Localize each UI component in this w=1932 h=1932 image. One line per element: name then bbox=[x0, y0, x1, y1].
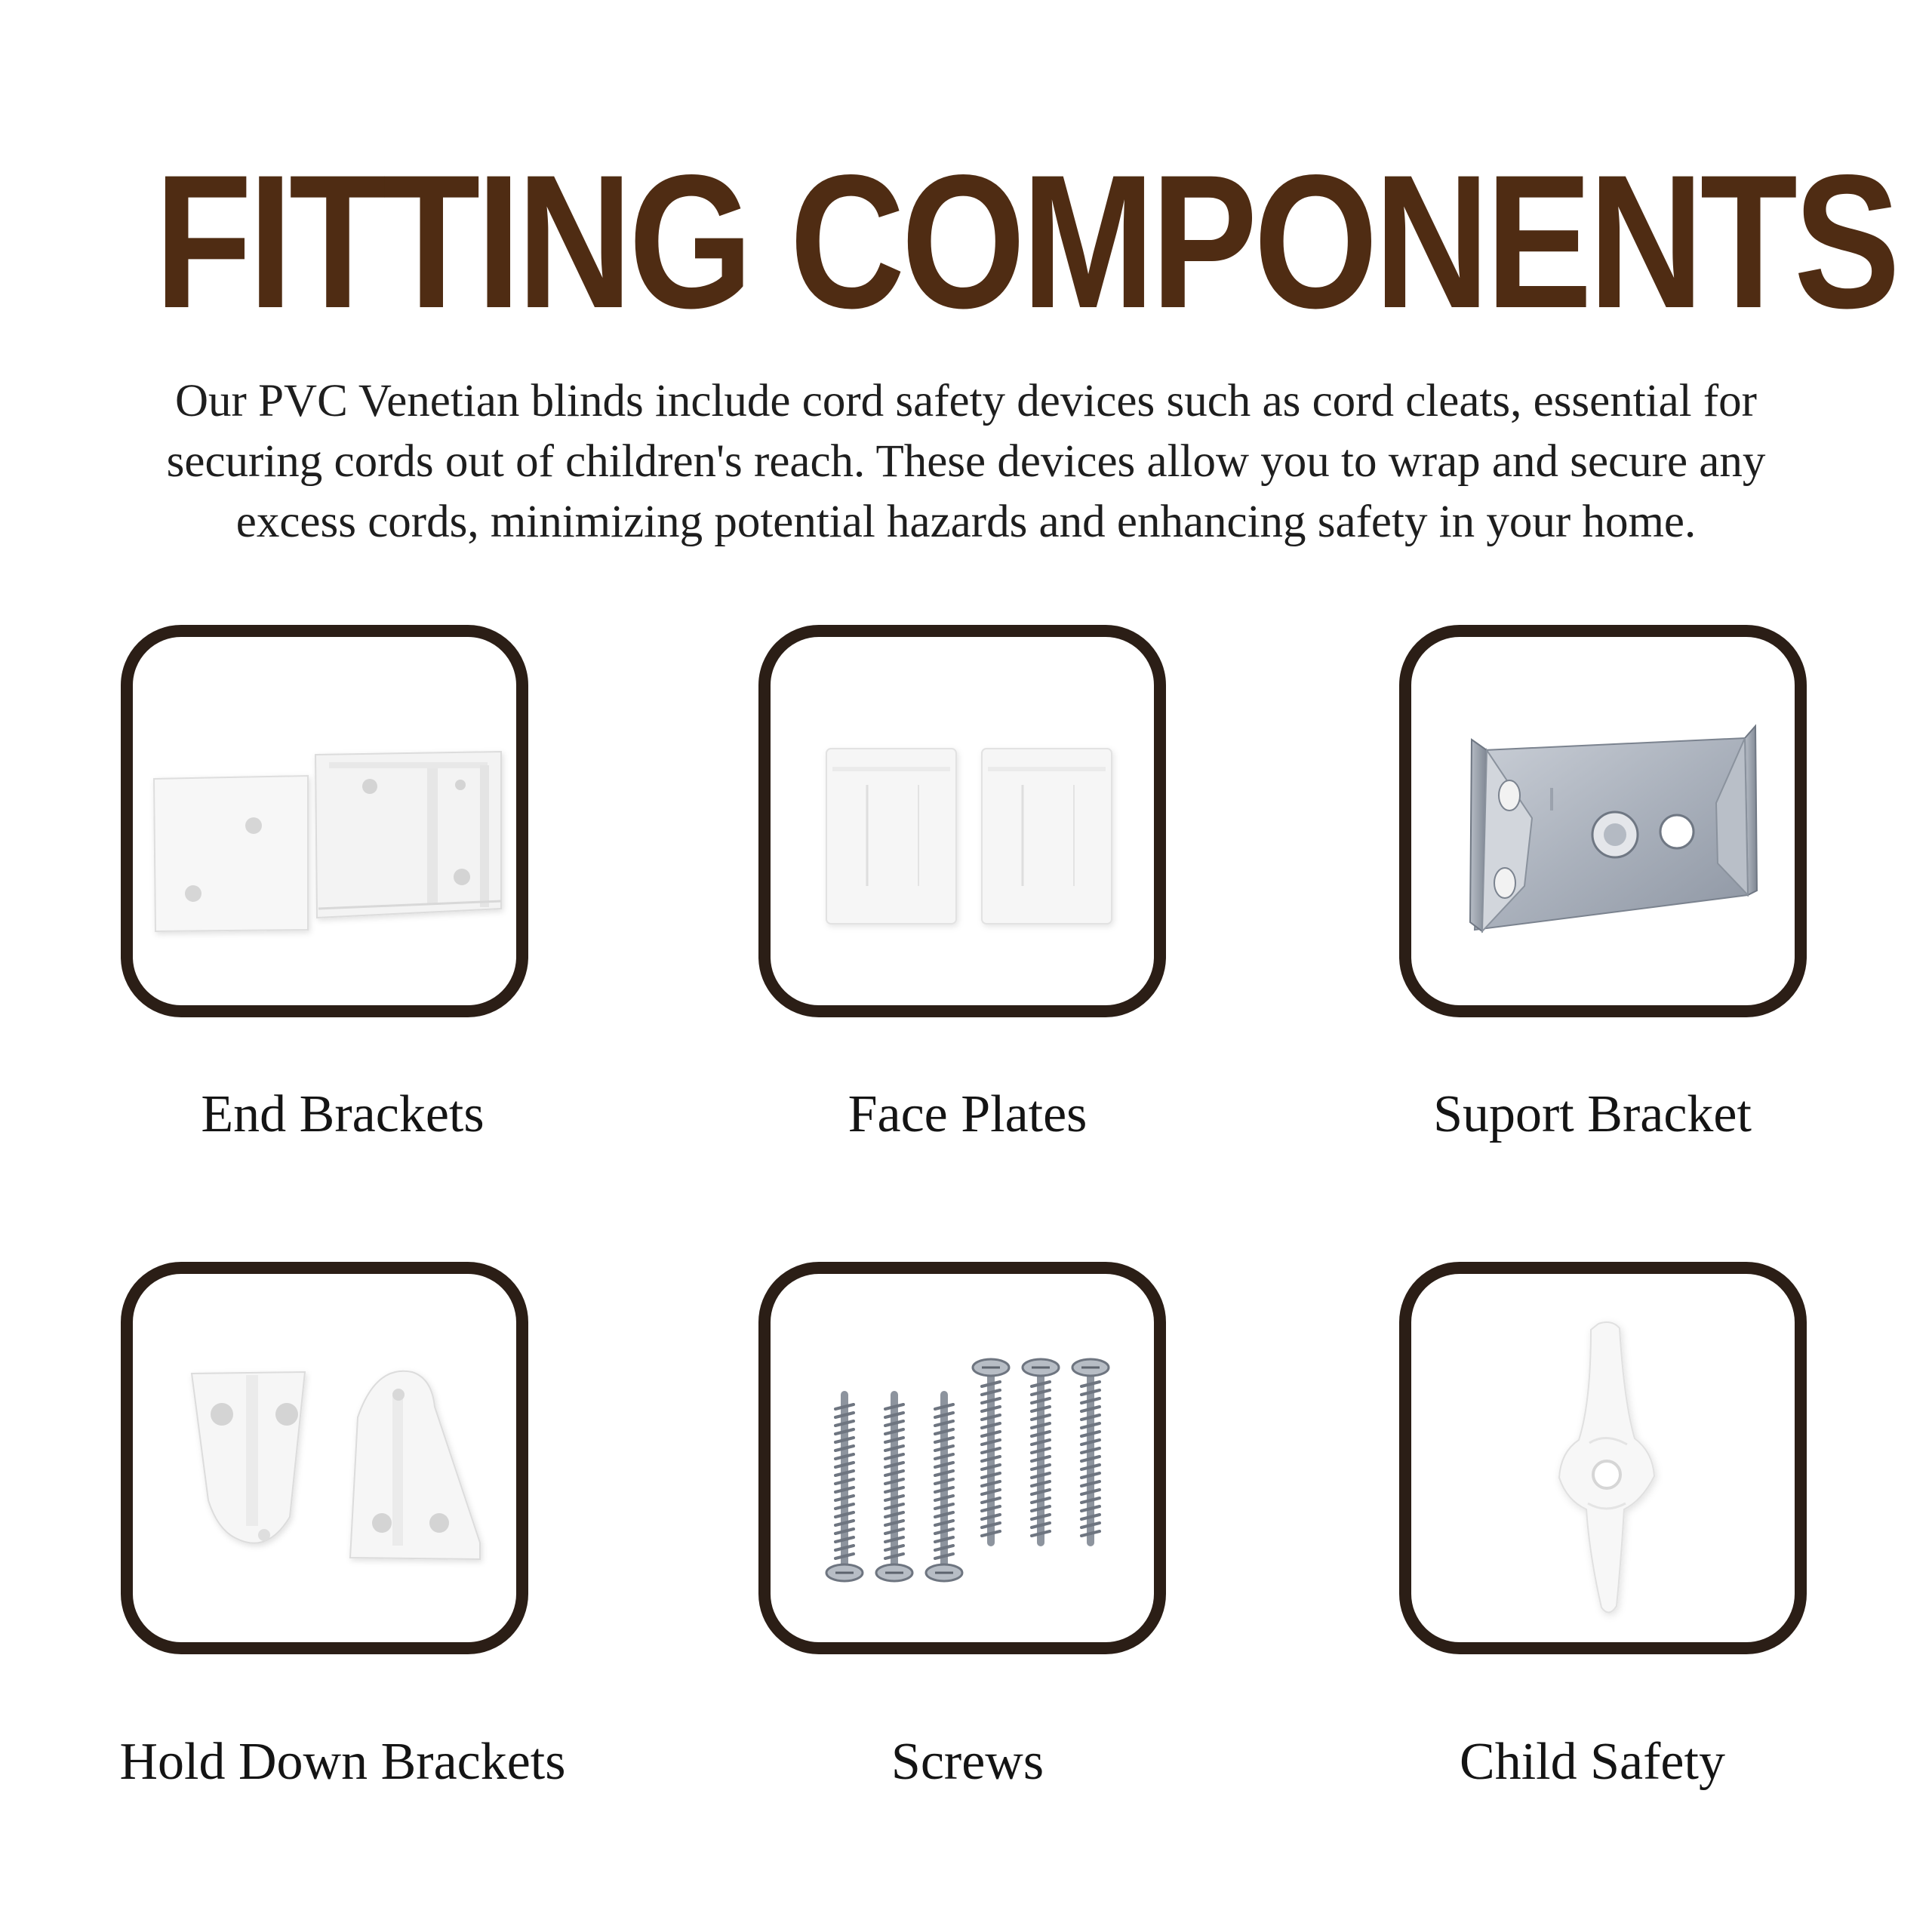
page-title: FITTING COMPONENTS bbox=[154, 136, 1897, 348]
end-brackets-image bbox=[133, 637, 516, 1005]
page-description bbox=[128, 371, 1804, 552]
screws-image bbox=[771, 1274, 1154, 1642]
hold-down-brackets-image bbox=[133, 1274, 516, 1642]
face-plates-image bbox=[771, 637, 1154, 1005]
component-card-hold-down-brackets bbox=[121, 1262, 528, 1654]
component-label: Child Safety bbox=[1460, 1733, 1725, 1791]
screw-icon bbox=[1072, 1359, 1109, 1543]
component-card-end-brackets bbox=[121, 625, 528, 1017]
component-card-child-safety bbox=[1399, 1262, 1807, 1654]
component-card-screws bbox=[758, 1262, 1166, 1654]
component-label: End Brackets bbox=[201, 1085, 485, 1143]
component-card-face-plates bbox=[758, 625, 1166, 1017]
description-line: excess cords, minimizing potential hazards and enhancing safety in your home. bbox=[235, 497, 1697, 547]
screw-icon bbox=[1023, 1359, 1059, 1543]
component-label: Suport Bracket bbox=[1433, 1085, 1752, 1143]
component-card-support-bracket bbox=[1399, 625, 1807, 1017]
screw-icon bbox=[826, 1395, 863, 1581]
component-label: Face Plates bbox=[848, 1085, 1088, 1143]
screw-icon bbox=[973, 1359, 1009, 1543]
description-line: securing cords out of children's reach. These devices allow you to wrap and secure any bbox=[166, 436, 1766, 487]
component-label: Screws bbox=[891, 1733, 1044, 1791]
screw-icon bbox=[876, 1395, 912, 1581]
support-bracket-image bbox=[1411, 637, 1795, 1005]
description-line: Our PVC Venetian blinds include cord safety devices such as cord cleats, essential for bbox=[174, 376, 1757, 426]
screw-icon bbox=[926, 1395, 962, 1581]
child-safety-cleat-image bbox=[1411, 1274, 1795, 1642]
component-label: Hold Down Brackets bbox=[119, 1733, 566, 1791]
